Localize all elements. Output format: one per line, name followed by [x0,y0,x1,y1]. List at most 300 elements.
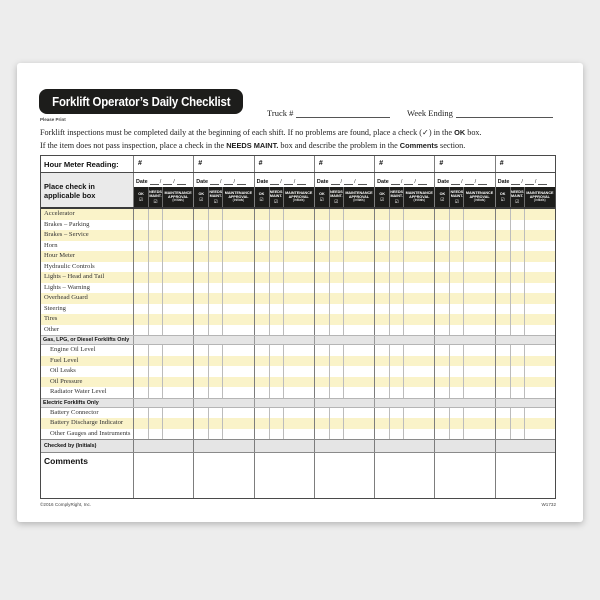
date-blank[interactable] [331,181,340,185]
approval-cell[interactable] [463,429,494,440]
approval-cell[interactable] [222,251,253,262]
approval-cell[interactable] [162,366,193,377]
comments-cell[interactable] [434,453,494,498]
needs-maint-cell[interactable] [389,345,403,356]
ok-cell[interactable] [315,377,329,388]
needs-maint-cell[interactable] [510,283,524,294]
approval-cell[interactable] [162,387,193,398]
needs-maint-cell[interactable] [148,262,162,273]
needs-maint-cell[interactable] [148,418,162,429]
needs-maint-cell[interactable] [329,314,343,325]
needs-maint-cell[interactable] [148,356,162,367]
ok-cell[interactable] [134,429,148,440]
ok-cell[interactable] [375,304,389,315]
ok-cell[interactable] [375,272,389,283]
checked-by-cell[interactable] [133,440,193,452]
needs-maint-cell[interactable] [208,408,222,419]
needs-maint-cell[interactable] [208,356,222,367]
needs-maint-cell[interactable] [269,314,283,325]
ok-cell[interactable] [315,345,329,356]
ok-cell[interactable] [496,356,510,367]
approval-cell[interactable] [463,408,494,419]
needs-maint-cell[interactable] [449,283,463,294]
ok-cell[interactable] [255,325,269,336]
ok-cell[interactable] [315,209,329,220]
approval-cell[interactable] [283,220,314,231]
ok-cell[interactable] [255,283,269,294]
approval-cell[interactable] [524,366,555,377]
ok-cell[interactable] [375,314,389,325]
needs-maint-cell[interactable] [269,283,283,294]
ok-cell[interactable] [134,387,148,398]
ok-cell[interactable] [255,209,269,220]
approval-cell[interactable] [343,251,374,262]
needs-maint-cell[interactable] [269,408,283,419]
ok-cell[interactable] [375,387,389,398]
ok-cell[interactable] [194,387,208,398]
needs-maint-cell[interactable] [208,314,222,325]
approval-cell[interactable] [283,429,314,440]
approval-cell[interactable] [162,230,193,241]
approval-cell[interactable] [524,241,555,252]
comments-cell[interactable] [495,453,555,498]
needs-maint-cell[interactable] [269,325,283,336]
needs-maint-cell[interactable] [510,230,524,241]
ok-cell[interactable] [315,314,329,325]
needs-maint-cell[interactable] [208,220,222,231]
approval-cell[interactable] [222,262,253,273]
ok-cell[interactable] [315,293,329,304]
approval-cell[interactable] [403,272,434,283]
ok-cell[interactable] [134,356,148,367]
week-ending-blank[interactable] [456,110,553,118]
date-blank[interactable] [451,181,460,185]
ok-cell[interactable] [496,251,510,262]
ok-cell[interactable] [255,418,269,429]
ok-cell[interactable] [194,251,208,262]
ok-cell[interactable] [194,377,208,388]
ok-cell[interactable] [435,293,449,304]
approval-cell[interactable] [463,304,494,315]
needs-maint-cell[interactable] [449,356,463,367]
ok-cell[interactable] [194,314,208,325]
approval-cell[interactable] [524,262,555,273]
date-blank[interactable] [270,181,279,185]
needs-maint-cell[interactable] [208,345,222,356]
needs-maint-cell[interactable] [329,345,343,356]
needs-maint-cell[interactable] [148,241,162,252]
approval-cell[interactable] [524,356,555,367]
approval-cell[interactable] [403,241,434,252]
needs-maint-cell[interactable] [449,304,463,315]
date-blank[interactable] [177,181,186,185]
approval-cell[interactable] [403,251,434,262]
approval-cell[interactable] [222,345,253,356]
needs-maint-cell[interactable] [510,220,524,231]
approval-cell[interactable] [343,408,374,419]
needs-maint-cell[interactable] [148,429,162,440]
approval-cell[interactable] [283,251,314,262]
ok-cell[interactable] [255,220,269,231]
needs-maint-cell[interactable] [510,304,524,315]
needs-maint-cell[interactable] [148,377,162,388]
approval-cell[interactable] [524,377,555,388]
needs-maint-cell[interactable] [510,325,524,336]
ok-cell[interactable] [496,209,510,220]
needs-maint-cell[interactable] [510,209,524,220]
ok-cell[interactable] [255,230,269,241]
ok-cell[interactable] [134,345,148,356]
approval-cell[interactable] [524,251,555,262]
needs-maint-cell[interactable] [148,220,162,231]
needs-maint-cell[interactable] [510,272,524,283]
ok-cell[interactable] [194,418,208,429]
needs-maint-cell[interactable] [329,408,343,419]
comments-cell[interactable] [133,453,193,498]
checked-by-cell[interactable] [374,440,434,452]
needs-maint-cell[interactable] [148,387,162,398]
ok-cell[interactable] [496,304,510,315]
ok-cell[interactable] [255,366,269,377]
ok-cell[interactable] [496,377,510,388]
needs-maint-cell[interactable] [389,283,403,294]
needs-maint-cell[interactable] [449,241,463,252]
needs-maint-cell[interactable] [389,293,403,304]
needs-maint-cell[interactable] [269,418,283,429]
needs-maint-cell[interactable] [148,304,162,315]
ok-cell[interactable] [134,272,148,283]
ok-cell[interactable] [496,220,510,231]
approval-cell[interactable] [162,418,193,429]
approval-cell[interactable] [403,230,434,241]
approval-cell[interactable] [283,272,314,283]
approval-cell[interactable] [343,314,374,325]
approval-cell[interactable] [403,429,434,440]
comments-cell[interactable] [193,453,253,498]
approval-cell[interactable] [162,345,193,356]
approval-cell[interactable] [524,325,555,336]
needs-maint-cell[interactable] [510,366,524,377]
approval-cell[interactable] [343,304,374,315]
week-ending-field[interactable] [407,107,553,118]
needs-maint-cell[interactable] [269,366,283,377]
needs-maint-cell[interactable] [329,230,343,241]
approval-cell[interactable] [343,230,374,241]
approval-cell[interactable] [463,220,494,231]
ok-cell[interactable] [496,262,510,273]
needs-maint-cell[interactable] [208,429,222,440]
date-field[interactable] [134,173,193,187]
needs-maint-cell[interactable] [269,429,283,440]
date-blank[interactable] [511,181,520,185]
approval-cell[interactable] [463,366,494,377]
ok-cell[interactable] [435,230,449,241]
ok-cell[interactable] [375,241,389,252]
ok-cell[interactable] [496,387,510,398]
date-blank[interactable] [538,181,547,185]
approval-cell[interactable] [162,356,193,367]
approval-cell[interactable] [162,408,193,419]
ok-cell[interactable] [496,418,510,429]
approval-cell[interactable] [463,230,494,241]
approval-cell[interactable] [162,325,193,336]
approval-cell[interactable] [222,314,253,325]
needs-maint-cell[interactable] [449,418,463,429]
approval-cell[interactable] [463,293,494,304]
ok-cell[interactable] [315,272,329,283]
approval-cell[interactable] [463,209,494,220]
ok-cell[interactable] [255,429,269,440]
needs-maint-cell[interactable] [510,429,524,440]
approval-cell[interactable] [343,209,374,220]
needs-maint-cell[interactable] [389,304,403,315]
needs-maint-cell[interactable] [208,272,222,283]
needs-maint-cell[interactable] [449,251,463,262]
needs-maint-cell[interactable] [510,293,524,304]
ok-cell[interactable] [435,262,449,273]
needs-maint-cell[interactable] [329,304,343,315]
approval-cell[interactable] [222,377,253,388]
needs-maint-cell[interactable] [510,418,524,429]
ok-cell[interactable] [255,241,269,252]
needs-maint-cell[interactable] [510,408,524,419]
ok-cell[interactable] [255,377,269,388]
approval-cell[interactable] [463,356,494,367]
needs-maint-cell[interactable] [269,241,283,252]
needs-maint-cell[interactable] [510,345,524,356]
hour-meter-cell[interactable] [374,156,434,172]
approval-cell[interactable] [162,377,193,388]
approval-cell[interactable] [283,366,314,377]
ok-cell[interactable] [435,241,449,252]
ok-cell[interactable] [496,366,510,377]
needs-maint-cell[interactable] [449,387,463,398]
needs-maint-cell[interactable] [329,387,343,398]
approval-cell[interactable] [403,325,434,336]
hour-meter-cell[interactable] [193,156,253,172]
ok-cell[interactable] [435,325,449,336]
ok-cell[interactable] [435,418,449,429]
ok-cell[interactable] [255,408,269,419]
date-field[interactable] [496,173,555,187]
needs-maint-cell[interactable] [329,241,343,252]
ok-cell[interactable] [194,304,208,315]
approval-cell[interactable] [283,293,314,304]
date-blank[interactable] [284,181,293,185]
ok-cell[interactable] [435,377,449,388]
checked-by-cell[interactable] [434,440,494,452]
needs-maint-cell[interactable] [389,314,403,325]
ok-cell[interactable] [435,429,449,440]
ok-cell[interactable] [134,251,148,262]
approval-cell[interactable] [222,356,253,367]
ok-cell[interactable] [375,230,389,241]
needs-maint-cell[interactable] [148,408,162,419]
ok-cell[interactable] [255,262,269,273]
ok-cell[interactable] [315,366,329,377]
approval-cell[interactable] [524,314,555,325]
needs-maint-cell[interactable] [269,262,283,273]
needs-maint-cell[interactable] [208,209,222,220]
checked-by-cell[interactable] [495,440,555,452]
approval-cell[interactable] [222,325,253,336]
approval-cell[interactable] [222,304,253,315]
needs-maint-cell[interactable] [208,230,222,241]
ok-cell[interactable] [194,241,208,252]
ok-cell[interactable] [315,304,329,315]
approval-cell[interactable] [524,230,555,241]
truck-number-field[interactable] [267,107,390,118]
needs-maint-cell[interactable] [329,220,343,231]
ok-cell[interactable] [375,418,389,429]
ok-cell[interactable] [194,345,208,356]
ok-cell[interactable] [496,429,510,440]
ok-cell[interactable] [134,366,148,377]
hour-meter-cell[interactable] [434,156,494,172]
ok-cell[interactable] [315,230,329,241]
approval-cell[interactable] [524,304,555,315]
needs-maint-cell[interactable] [269,209,283,220]
approval-cell[interactable] [222,220,253,231]
approval-cell[interactable] [524,272,555,283]
approval-cell[interactable] [283,314,314,325]
needs-maint-cell[interactable] [449,230,463,241]
needs-maint-cell[interactable] [449,366,463,377]
needs-maint-cell[interactable] [389,272,403,283]
ok-cell[interactable] [255,314,269,325]
approval-cell[interactable] [463,241,494,252]
approval-cell[interactable] [162,272,193,283]
needs-maint-cell[interactable] [329,251,343,262]
approval-cell[interactable] [343,356,374,367]
date-blank[interactable] [404,181,413,185]
approval-cell[interactable] [343,293,374,304]
ok-cell[interactable] [194,366,208,377]
needs-maint-cell[interactable] [329,356,343,367]
ok-cell[interactable] [255,356,269,367]
approval-cell[interactable] [343,345,374,356]
approval-cell[interactable] [463,314,494,325]
ok-cell[interactable] [134,283,148,294]
truck-number-blank[interactable] [296,110,390,118]
needs-maint-cell[interactable] [148,272,162,283]
ok-cell[interactable] [194,356,208,367]
needs-maint-cell[interactable] [449,272,463,283]
approval-cell[interactable] [524,418,555,429]
approval-cell[interactable] [403,220,434,231]
needs-maint-cell[interactable] [208,283,222,294]
needs-maint-cell[interactable] [208,241,222,252]
needs-maint-cell[interactable] [208,304,222,315]
date-field[interactable] [375,173,434,187]
needs-maint-cell[interactable] [389,241,403,252]
approval-cell[interactable] [283,262,314,273]
ok-cell[interactable] [255,272,269,283]
needs-maint-cell[interactable] [269,356,283,367]
approval-cell[interactable] [463,283,494,294]
approval-cell[interactable] [283,325,314,336]
ok-cell[interactable] [435,220,449,231]
date-blank[interactable] [210,181,219,185]
ok-cell[interactable] [315,241,329,252]
approval-cell[interactable] [343,272,374,283]
ok-cell[interactable] [194,209,208,220]
needs-maint-cell[interactable] [269,220,283,231]
approval-cell[interactable] [463,345,494,356]
approval-cell[interactable] [162,262,193,273]
ok-cell[interactable] [375,356,389,367]
ok-cell[interactable] [375,220,389,231]
needs-maint-cell[interactable] [208,293,222,304]
date-blank[interactable] [150,181,159,185]
needs-maint-cell[interactable] [510,356,524,367]
approval-cell[interactable] [343,418,374,429]
ok-cell[interactable] [194,408,208,419]
needs-maint-cell[interactable] [269,377,283,388]
needs-maint-cell[interactable] [449,220,463,231]
approval-cell[interactable] [222,272,253,283]
approval-cell[interactable] [222,418,253,429]
ok-cell[interactable] [134,304,148,315]
needs-maint-cell[interactable] [510,241,524,252]
needs-maint-cell[interactable] [389,220,403,231]
ok-cell[interactable] [194,283,208,294]
ok-cell[interactable] [255,387,269,398]
ok-cell[interactable] [435,345,449,356]
approval-cell[interactable] [524,387,555,398]
ok-cell[interactable] [496,345,510,356]
approval-cell[interactable] [463,377,494,388]
ok-cell[interactable] [315,251,329,262]
approval-cell[interactable] [162,251,193,262]
approval-cell[interactable] [463,262,494,273]
ok-cell[interactable] [435,283,449,294]
needs-maint-cell[interactable] [329,325,343,336]
date-field[interactable] [435,173,494,187]
approval-cell[interactable] [222,429,253,440]
needs-maint-cell[interactable] [148,314,162,325]
approval-cell[interactable] [222,209,253,220]
needs-maint-cell[interactable] [148,345,162,356]
needs-maint-cell[interactable] [449,377,463,388]
approval-cell[interactable] [222,387,253,398]
needs-maint-cell[interactable] [449,209,463,220]
needs-maint-cell[interactable] [449,408,463,419]
ok-cell[interactable] [496,408,510,419]
approval-cell[interactable] [403,387,434,398]
approval-cell[interactable] [283,387,314,398]
ok-cell[interactable] [375,408,389,419]
ok-cell[interactable] [134,314,148,325]
needs-maint-cell[interactable] [208,377,222,388]
date-blank[interactable] [297,181,306,185]
ok-cell[interactable] [134,262,148,273]
ok-cell[interactable] [255,345,269,356]
ok-cell[interactable] [375,366,389,377]
approval-cell[interactable] [524,429,555,440]
approval-cell[interactable] [222,293,253,304]
ok-cell[interactable] [315,356,329,367]
needs-maint-cell[interactable] [389,325,403,336]
approval-cell[interactable] [403,262,434,273]
ok-cell[interactable] [315,220,329,231]
approval-cell[interactable] [283,345,314,356]
approval-cell[interactable] [222,230,253,241]
needs-maint-cell[interactable] [329,366,343,377]
approval-cell[interactable] [403,418,434,429]
approval-cell[interactable] [403,408,434,419]
approval-cell[interactable] [283,304,314,315]
